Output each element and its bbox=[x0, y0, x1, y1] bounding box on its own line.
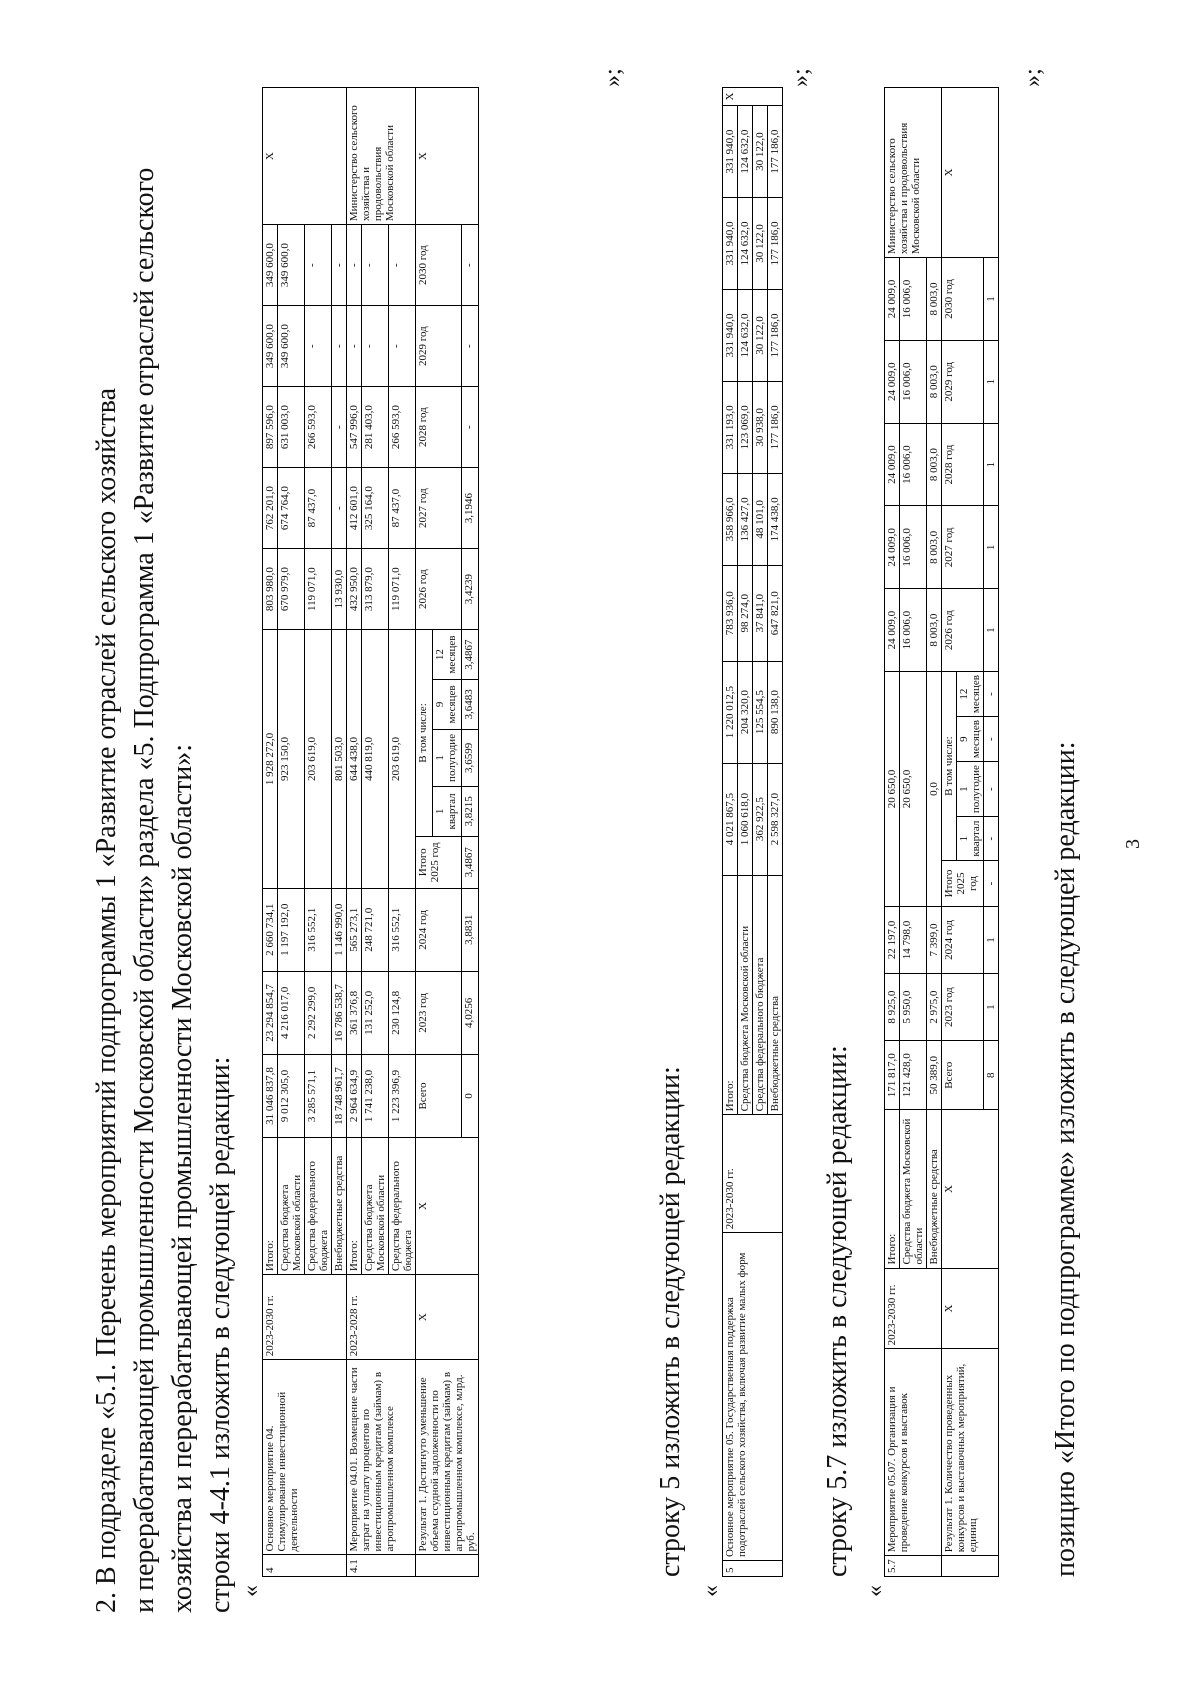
close-quote-2: »; bbox=[788, 68, 814, 87]
source: Средства федерального бюджета bbox=[305, 1137, 332, 1274]
cell: 331 940,0 bbox=[723, 198, 738, 290]
header-total: Всего bbox=[416, 1054, 462, 1137]
cell: 1 bbox=[984, 258, 999, 341]
cell: - bbox=[984, 717, 999, 762]
header-itogo-2025: Итого 2025 год bbox=[416, 836, 462, 888]
cell: 125 554,5 bbox=[753, 661, 768, 763]
cell: 3 285 571,1 bbox=[305, 1054, 332, 1137]
cell: 644 438,0 bbox=[347, 630, 362, 889]
cell: 1 060 618,0 bbox=[738, 763, 753, 875]
cell: 349 600,0 bbox=[263, 306, 278, 387]
result-source: X bbox=[416, 1137, 479, 1274]
header-h1: 1 полугодие bbox=[957, 762, 984, 817]
result-responsible: X bbox=[416, 88, 479, 225]
cell: 16 006,0 bbox=[900, 423, 927, 506]
cell: - bbox=[984, 672, 999, 717]
cell: - bbox=[984, 817, 999, 861]
row-number: 4.1 bbox=[347, 1555, 416, 1577]
cell: 412 601,0 bbox=[347, 468, 362, 549]
cell: 313 879,0 bbox=[362, 549, 389, 630]
cell: 3,4867 bbox=[462, 836, 479, 888]
cell: 783 936,0 bbox=[723, 565, 738, 661]
cell: - bbox=[389, 225, 416, 306]
cell: 1 220 012,5 bbox=[723, 661, 738, 763]
source: Внебюджетные средства bbox=[927, 1110, 942, 1268]
cell: - bbox=[332, 225, 347, 306]
header-2027: 2027 год bbox=[942, 506, 984, 589]
header-12m: 12 месяцев bbox=[957, 672, 984, 717]
cell: 281 403,0 bbox=[362, 387, 389, 468]
cell: 22 197,0 bbox=[885, 906, 900, 973]
cell: - bbox=[347, 225, 362, 306]
cell: 20 650,0 bbox=[885, 672, 900, 907]
cell: 3,8831 bbox=[462, 888, 479, 971]
source: Средства бюджета Московской области bbox=[278, 1137, 305, 1274]
cell: 31 046 837,8 bbox=[263, 1054, 278, 1137]
cell: 124 632,0 bbox=[738, 289, 753, 381]
cell: 923 150,0 bbox=[278, 630, 305, 889]
cell: 266 593,0 bbox=[389, 387, 416, 468]
period: 2023-2030 гг. bbox=[723, 1115, 783, 1233]
cell: 349 600,0 bbox=[278, 225, 305, 306]
cell: 98 274,0 bbox=[738, 565, 753, 661]
cell: 16 786 538,7 bbox=[332, 971, 347, 1054]
cell: - bbox=[332, 468, 347, 549]
cell: 1 bbox=[984, 974, 999, 1041]
cell: 230 124,8 bbox=[389, 971, 416, 1054]
row-number: 4 bbox=[263, 1555, 347, 1577]
table-row bbox=[942, 88, 957, 1577]
cell: 358 966,0 bbox=[723, 473, 738, 565]
cell: 674 764,0 bbox=[278, 468, 305, 549]
cell: - bbox=[362, 225, 389, 306]
cell: 362 922,5 bbox=[753, 763, 768, 875]
cell: 0 bbox=[462, 1054, 479, 1137]
period: 2023-2030 гг. bbox=[885, 1268, 942, 1349]
header-2030: 2030 год bbox=[416, 225, 462, 306]
result-name: Результат 1. Количество проведенных конкурсов и выставочных мероприятий, единиц bbox=[942, 1349, 999, 1556]
close-quote-1: »; bbox=[600, 68, 626, 87]
cell: 349 600,0 bbox=[263, 225, 278, 306]
source: Средства федерального бюджета bbox=[753, 875, 768, 1115]
cell: 1 bbox=[984, 340, 999, 423]
cell: 631 003,0 bbox=[278, 387, 305, 468]
header-incl: В том числе: bbox=[942, 672, 957, 861]
cell: 174 438,0 bbox=[768, 473, 783, 565]
source: Внебюджетные средства bbox=[768, 875, 783, 1115]
cell: 361 376,8 bbox=[347, 971, 362, 1054]
cell: - bbox=[362, 306, 389, 387]
result-period: X bbox=[942, 1268, 999, 1349]
cell: 647 821,0 bbox=[768, 565, 783, 661]
intro-line-4: строки 4-4.1 изложить в следующей редакции: bbox=[205, 1056, 236, 1613]
measure-name: Мероприятие 04.01. Возмещение части затрат на уплату процентов по инвестиционным кредитам (займам) в агропромышленном комплексе bbox=[347, 1360, 416, 1555]
source: Средства бюджета Московской области bbox=[362, 1137, 389, 1274]
cell: 8 003,0 bbox=[927, 423, 942, 506]
header-total: Всего bbox=[942, 1041, 984, 1110]
header-incl: В том числе: bbox=[416, 630, 433, 837]
cell: 177 186,0 bbox=[768, 289, 783, 381]
header-9m: 9 месяцев bbox=[432, 680, 462, 730]
cell: 3,6483 bbox=[462, 680, 479, 730]
cell: 30 122,0 bbox=[753, 289, 768, 381]
cell: 16 006,0 bbox=[900, 506, 927, 589]
instruction-row-5: строку 5 изложить в следующей редакции: bbox=[655, 1066, 686, 1577]
cell: 432 950,0 bbox=[347, 549, 362, 630]
cell: 7 399,0 bbox=[927, 906, 942, 973]
source: Средства федерального бюджета bbox=[389, 1137, 416, 1274]
cell: 4 021 867,5 bbox=[723, 763, 738, 875]
cell: - bbox=[462, 306, 479, 387]
cell: 23 294 854,7 bbox=[263, 971, 278, 1054]
responsible: Министерство сельского хозяйства и продовольствия Московской области bbox=[347, 88, 416, 225]
cell: 48 101,0 bbox=[753, 473, 768, 565]
cell: 1 bbox=[984, 906, 999, 973]
cell: 16 006,0 bbox=[900, 340, 927, 423]
header-2027: 2027 год bbox=[416, 468, 462, 549]
cell: 762 201,0 bbox=[263, 468, 278, 549]
row-number: 5.7 bbox=[885, 1556, 942, 1577]
page-number: 3 bbox=[1122, 839, 1144, 849]
cell: 30 938,0 bbox=[753, 381, 768, 473]
cell: 3,4239 bbox=[462, 549, 479, 630]
cell: 1 146 990,0 bbox=[332, 888, 347, 971]
cell: 20 650,0 bbox=[900, 672, 927, 907]
header-2028: 2028 год bbox=[416, 387, 462, 468]
header-q1: 1 квартал bbox=[432, 786, 462, 836]
cell: 24 009,0 bbox=[885, 506, 900, 589]
cell: 8 003,0 bbox=[927, 258, 942, 341]
table-row-5 bbox=[722, 87, 783, 1577]
cell: 3,4867 bbox=[462, 630, 479, 680]
cell: 119 071,0 bbox=[389, 549, 416, 630]
source: Итого: bbox=[723, 875, 738, 1115]
cell: 24 009,0 bbox=[885, 423, 900, 506]
measure-name: Основное мероприятие 04. Стимулирование инвестиционной деятельности bbox=[263, 1360, 347, 1555]
close-quote-3: »; bbox=[1020, 68, 1046, 87]
cell: 50 389,0 bbox=[927, 1041, 942, 1110]
header-9m: 9 месяцев bbox=[957, 717, 984, 762]
cell: 24 009,0 bbox=[885, 589, 900, 672]
cell: 0,0 bbox=[927, 672, 942, 907]
header-12m: 12 месяцев bbox=[432, 630, 462, 680]
cell: 8 003,0 bbox=[927, 589, 942, 672]
header-2030: 2030 год bbox=[942, 258, 984, 341]
cell: 203 619,0 bbox=[389, 630, 416, 889]
table-row bbox=[885, 88, 900, 1577]
header-itogo-2025: Итого 2025 год bbox=[942, 861, 984, 907]
header-2029: 2029 год bbox=[416, 306, 462, 387]
responsible: Министерство сельского хозяйства и продовольствия Московской области bbox=[885, 88, 942, 258]
cell: 3,8215 bbox=[462, 786, 479, 836]
responsible: X bbox=[723, 88, 783, 106]
cell: - bbox=[389, 306, 416, 387]
cell: 2 975,0 bbox=[927, 974, 942, 1041]
cell: - bbox=[347, 306, 362, 387]
cell: - bbox=[462, 387, 479, 468]
cell: - bbox=[984, 861, 999, 907]
result-source: X bbox=[942, 1110, 999, 1268]
cell: 1 223 396,9 bbox=[389, 1054, 416, 1137]
source: Средства бюджета Московской области bbox=[900, 1110, 927, 1268]
open-quote-2: « bbox=[698, 1585, 724, 1597]
cell: 331 193,0 bbox=[723, 381, 738, 473]
source: Итого: bbox=[263, 1137, 278, 1274]
cell: 1 bbox=[984, 423, 999, 506]
cell: - bbox=[305, 306, 332, 387]
cell: 177 186,0 bbox=[768, 381, 783, 473]
open-quote-1: « bbox=[238, 1585, 264, 1597]
cell: 16 006,0 bbox=[900, 589, 927, 672]
header-2026: 2026 год bbox=[942, 589, 984, 672]
header-2028: 2028 год bbox=[942, 423, 984, 506]
cell: 124 632,0 bbox=[738, 106, 753, 198]
cell: 121 428,0 bbox=[900, 1041, 927, 1110]
intro-line-1: 2. В подразделе «5.1. Перечень мероприятий подпрограммы 1 «Развитие отраслей сельского хозяйства bbox=[91, 387, 122, 1613]
measure-name: Мероприятие 05.07. Организация и проведение конкурсов и выставок bbox=[885, 1349, 942, 1556]
cell: 203 619,0 bbox=[305, 630, 332, 889]
cell: 801 503,0 bbox=[332, 630, 347, 889]
result-name: Результат 1. Достигнуто уменьшение объема ссудной задолженности по инвестиционным кредитам (займам) в агропромышленном комплексе, млрд. руб. bbox=[416, 1360, 479, 1555]
cell: 4 216 017,0 bbox=[278, 971, 305, 1054]
cell: 119 071,0 bbox=[305, 549, 332, 630]
cell: 87 437,0 bbox=[389, 468, 416, 549]
row-number: 5 bbox=[723, 1561, 783, 1577]
cell: 803 980,0 bbox=[263, 549, 278, 630]
source: Внебюджетные средства bbox=[332, 1137, 347, 1274]
table-row bbox=[723, 88, 738, 1577]
table-row-5-7 bbox=[884, 87, 999, 1577]
header-h1: 1 полугодие bbox=[432, 729, 462, 786]
cell: 9 012 305,0 bbox=[278, 1054, 305, 1137]
instruction-itogo: позицию «Итого по подпрограмме» изложить в следующей редакции: bbox=[1050, 741, 1081, 1577]
header-q1: 1 квартал bbox=[957, 817, 984, 861]
cell: 24 009,0 bbox=[885, 340, 900, 423]
cell: 349 600,0 bbox=[278, 306, 305, 387]
header-2024: 2024 год bbox=[416, 888, 462, 971]
cell: 8 003,0 bbox=[927, 506, 942, 589]
cell: 1 928 272,0 bbox=[263, 630, 278, 889]
cell: 897 596,0 bbox=[263, 387, 278, 468]
period: 2023-2030 гг. bbox=[263, 1275, 347, 1360]
cell: - bbox=[462, 225, 479, 306]
table-row bbox=[347, 88, 362, 1577]
cell: 331 940,0 bbox=[723, 289, 738, 381]
cell: - bbox=[332, 387, 347, 468]
cell: 8 003,0 bbox=[927, 340, 942, 423]
cell: 18 748 961,7 bbox=[332, 1054, 347, 1137]
responsible: X bbox=[263, 88, 347, 225]
cell: 204 320,0 bbox=[738, 661, 753, 763]
cell: 3,1946 bbox=[462, 468, 479, 549]
cell: 30 122,0 bbox=[753, 106, 768, 198]
cell: 177 186,0 bbox=[768, 106, 783, 198]
source: Итого: bbox=[885, 1110, 900, 1268]
cell: 37 841,0 bbox=[753, 565, 768, 661]
cell: 123 069,0 bbox=[738, 381, 753, 473]
table-row bbox=[263, 88, 278, 1577]
cell: 1 bbox=[984, 589, 999, 672]
cell: 331 940,0 bbox=[723, 106, 738, 198]
cell: 547 996,0 bbox=[347, 387, 362, 468]
cell: 24 009,0 bbox=[885, 258, 900, 341]
cell: 87 437,0 bbox=[305, 468, 332, 549]
table-rows-4-4-1 bbox=[262, 87, 479, 1577]
cell: - bbox=[984, 762, 999, 817]
source: Итого: bbox=[347, 1137, 362, 1274]
intro-line-3: хозяйства и перерабатывающей промышленности Московской области»: bbox=[167, 743, 198, 1613]
cell: 5 950,0 bbox=[900, 974, 927, 1041]
result-period: X bbox=[416, 1275, 479, 1360]
cell: 2 660 734,1 bbox=[263, 888, 278, 971]
cell: 16 006,0 bbox=[900, 258, 927, 341]
cell: 14 798,0 bbox=[900, 906, 927, 973]
cell: 325 164,0 bbox=[362, 468, 389, 549]
cell: - bbox=[305, 225, 332, 306]
cell: 316 552,1 bbox=[389, 888, 416, 971]
cell: 670 979,0 bbox=[278, 549, 305, 630]
cell: 1 741 238,0 bbox=[362, 1054, 389, 1137]
instruction-row-5-7: строку 5.7 изложить в следующей редакции: bbox=[822, 1045, 853, 1577]
cell: 3,6599 bbox=[462, 729, 479, 786]
cell: 565 273,1 bbox=[347, 888, 362, 971]
cell: 1 bbox=[984, 506, 999, 589]
intro-line-2: и перерабатывающей промышленности Московской области» раздела «5. Подпрограмма 1 «Развитие отраслей сельского bbox=[129, 167, 160, 1613]
cell: 171 817,0 bbox=[885, 1041, 900, 1110]
cell: 890 138,0 bbox=[768, 661, 783, 763]
cell: 4,0256 bbox=[462, 971, 479, 1054]
cell: 177 186,0 bbox=[768, 198, 783, 290]
cell: 136 427,0 bbox=[738, 473, 753, 565]
cell: 8 925,0 bbox=[885, 974, 900, 1041]
table-row bbox=[416, 88, 433, 1577]
result-responsible: X bbox=[942, 88, 999, 258]
cell: 248 721,0 bbox=[362, 888, 389, 971]
open-quote-3: « bbox=[862, 1585, 888, 1597]
source: Средства бюджета Московской области bbox=[738, 875, 753, 1115]
cell: 124 632,0 bbox=[738, 198, 753, 290]
cell: 8 bbox=[984, 1041, 999, 1110]
measure-name: Основное мероприятие 05. Государственная поддержка подотраслей сельского хозяйства, включая развитие малых форм bbox=[723, 1233, 783, 1561]
header-2024: 2024 год bbox=[942, 906, 984, 973]
cell: 2 598 327,0 bbox=[768, 763, 783, 875]
cell: 131 252,0 bbox=[362, 971, 389, 1054]
cell: 30 122,0 bbox=[753, 198, 768, 290]
cell: 266 593,0 bbox=[305, 387, 332, 468]
header-2026: 2026 год bbox=[416, 549, 462, 630]
header-2029: 2029 год bbox=[942, 340, 984, 423]
cell: 13 930,0 bbox=[332, 549, 347, 630]
cell: 1 197 192,0 bbox=[278, 888, 305, 971]
header-2023: 2023 год bbox=[942, 974, 984, 1041]
cell: 2 292 299,0 bbox=[305, 971, 332, 1054]
period: 2023-2028 гг. bbox=[347, 1275, 416, 1360]
header-2023: 2023 год bbox=[416, 971, 462, 1054]
cell: 440 819,0 bbox=[362, 630, 389, 889]
cell: 2 964 634,9 bbox=[347, 1054, 362, 1137]
cell: - bbox=[332, 306, 347, 387]
cell: 316 552,1 bbox=[305, 888, 332, 971]
